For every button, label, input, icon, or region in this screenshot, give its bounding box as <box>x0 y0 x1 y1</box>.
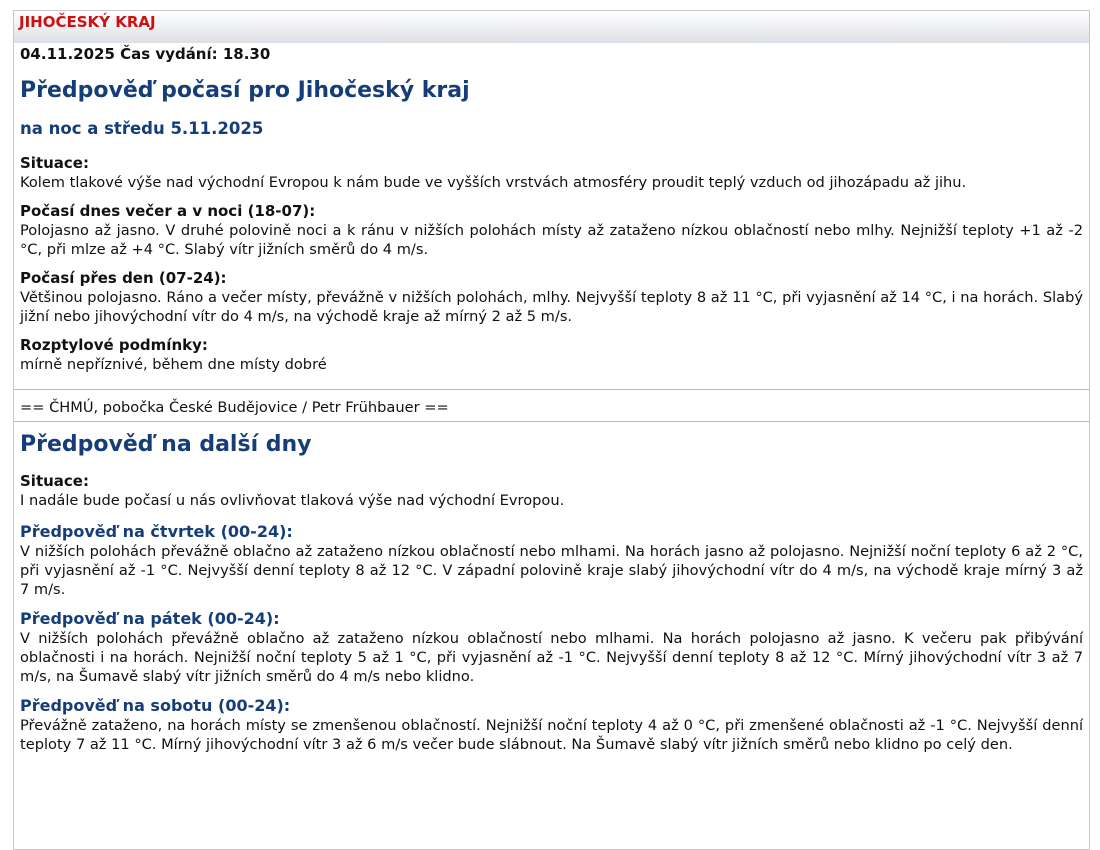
section-text: Kolem tlakové výše nad východní Evropou k nám bude ve vyšších vrstvách atmosféry proudit teplý vzduch od jihozápadu až jihu. <box>20 174 967 191</box>
section-text: I nadále bude počasí u nás ovlivňovat tlaková výše nad východní Evropou. <box>20 492 565 509</box>
day-heading: Předpověď na sobotu (00-24): <box>20 696 291 715</box>
day-heading: Předpověď na pátek (00-24): <box>20 609 280 628</box>
section-text: Většinou polojasno. Ráno a večer místy, převážně v nižších polohách, mlhy. Nejvyšší teploty 8 až 11 °C, při vyjasnění až 14 °C, i na horách. Slabý jižní nebo jihovýchodní vítr do 4 m/s, na východě kraje až mírný 2 až 5 m/s. <box>20 289 1083 325</box>
next-days-forecast <box>14 430 1089 754</box>
friday-forecast <box>20 609 1083 686</box>
next-situation-section <box>20 472 1083 510</box>
divider <box>14 421 1089 422</box>
saturday-forecast <box>20 696 1083 754</box>
dispersion-section <box>20 336 1083 374</box>
day-text: V nižších polohách převážně oblačno až zataženo nízkou oblačností nebo mlhami. Na horách polojasno až jasno. K večeru pak přibývání oblačnosti i na horách. Nejnižší noční teploty 5 až 1 °C, při vyjasnění až -1 °C. Nejvyšší denní teploty 8 až 12 °C. Mírný jihovýchodní vítr 3 až 7 m/s, na Šumavě slabý vítr jižních směrů do 4 m/s nebo klidno. <box>20 630 1083 685</box>
day-text: V nižších polohách převážně oblačno až zataženo nízkou oblačností nebo mlhami. Na horách jasno až polojasno. Nejnižší noční teploty 6 až 2 °C, při vyjasnění až -1 °C. Nejvyšší denní teploty 8 až 12 °C. V západní polovině kraje slabý jihovýchodní vítr do 4 m/s, na východě kraje mírný 3 až 7 m/s. <box>20 543 1083 598</box>
situation-section <box>20 154 1083 192</box>
section-heading: Rozptylové podmínky: <box>20 336 208 354</box>
evening-night-section <box>20 202 1083 259</box>
daytime-section <box>20 269 1083 326</box>
main-title: Předpověď počasí pro Jihočeský kraj <box>20 78 470 103</box>
issue-date-time: 04.11.2025 Čas vydání: 18.30 <box>20 45 271 63</box>
section-heading: Situace: <box>20 154 89 172</box>
signature-row <box>14 390 1089 421</box>
day-heading: Předpověď na čtvrtek (00-24): <box>20 522 293 541</box>
today-forecast <box>14 44 1089 374</box>
thursday-forecast <box>20 522 1083 599</box>
section-heading: Počasí dnes večer a v noci (18-07): <box>20 202 316 220</box>
forecast-panel <box>13 10 1090 850</box>
author-signature: == ČHMÚ, pobočka České Budějovice / Petr Frühbauer == <box>20 399 449 416</box>
section-heading: Situace: <box>20 472 89 490</box>
forecast-period-subtitle: na noc a středu 5.11.2025 <box>20 119 264 138</box>
region-title: JIHOČESKÝ KRAJ <box>19 13 156 31</box>
day-text: Převážně zataženo, na horách místy se zmenšenou oblačností. Nejnižší noční teploty 4 až 0 °C, při zmenšené oblačnosti až -1 °C. Nejvyšší denní teploty 7 až 11 °C. Mírný jihovýchodní vítr 3 až 6 m/s večer bude slábnout. Na Šumavě slabý vítr jižních směrů nebo klidno po celý den. <box>20 717 1083 753</box>
next-days-title: Předpověď na další dny <box>20 432 312 457</box>
section-heading: Počasí přes den (07-24): <box>20 269 227 287</box>
section-text: Polojasno až jasno. V druhé polovině noci a k ránu v nižších polohách místy až zataženo nízkou oblačností nebo mlhy. Nejnižší teploty +1 až -2 °C, při mlze až +4 °C. Slabý vítr jižních směrů do 4 m/s. <box>20 222 1083 258</box>
region-header-bar <box>14 11 1089 43</box>
section-text: mírně nepříznivé, během dne místy dobré <box>20 356 327 373</box>
